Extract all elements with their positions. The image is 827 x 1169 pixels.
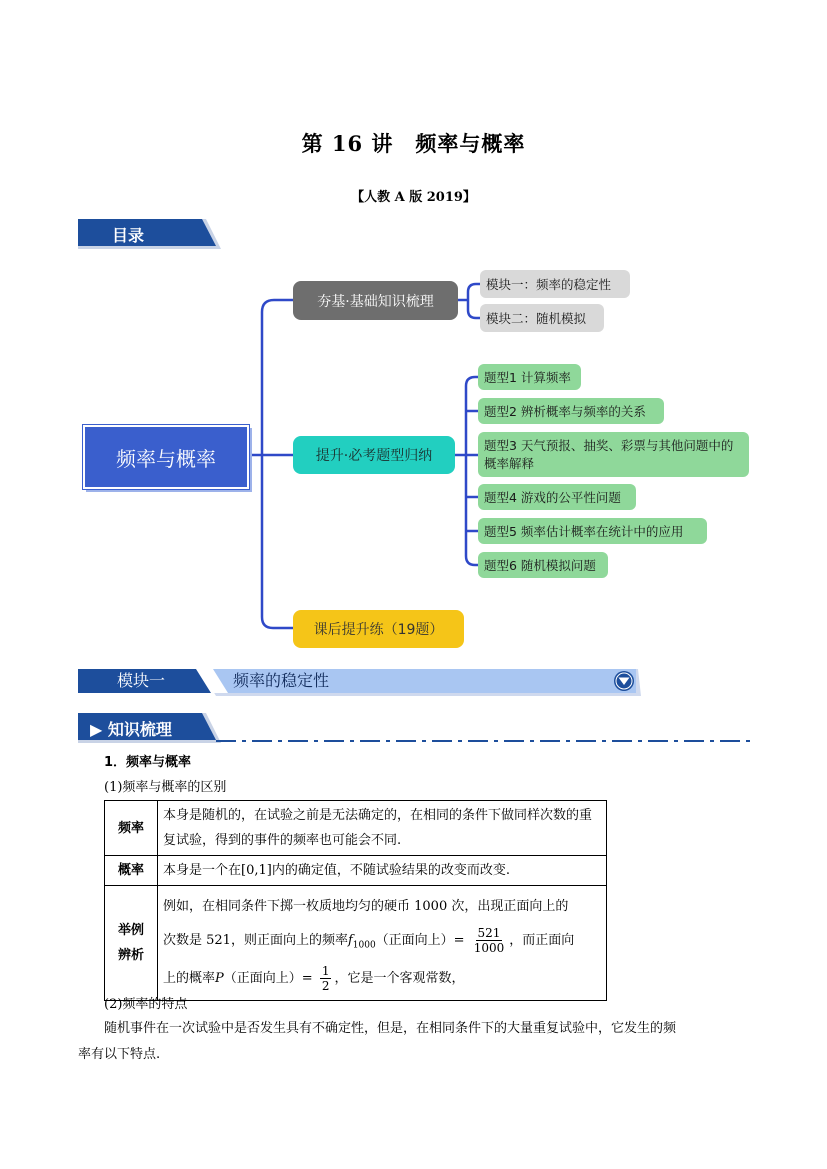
page-title: 第 16 讲 频率与概率 — [301, 131, 526, 156]
module-title: 频率的稳定性 — [233, 671, 330, 690]
row-head-example: 举例辨析 — [105, 886, 158, 1001]
leaf-type-2: 题型2 辨析概率与频率的关系 — [478, 398, 664, 424]
table-row — [105, 856, 607, 886]
row-text-probability: 本身是一个在[0,1]内的确定值，不随试验结果的改变而改变. — [158, 856, 607, 886]
paragraph-line-2: 率有以下特点. — [78, 1047, 161, 1062]
branch-practice: 课后提升练（19题） — [293, 610, 464, 648]
frequency-probability-table — [104, 800, 607, 1001]
paragraph-line-1: 随机事件在一次试验中是否发生具有不确定性，但是，在相同条件下的大量重复试验中，它发生的频 — [104, 1021, 677, 1036]
leaf-type-1: 题型1 计算频率 — [478, 364, 581, 390]
module-tag: 模块一 — [117, 671, 166, 690]
knowledge-header-bar — [78, 713, 750, 745]
row-head-frequency: 频率 — [105, 801, 158, 856]
leaf-type-4: 题型4 游戏的公平性问题 — [478, 484, 636, 510]
toc-label: 目录 — [112, 226, 145, 245]
subsection-2: (2)频率的特点 — [104, 997, 188, 1012]
branch-foundation: 夯基·基础知识梳理 — [293, 281, 458, 320]
branch-question-types: 提升·必考题型归纳 — [293, 436, 455, 474]
row-text-example: 例如，在相同条件下掷一枚质地均匀的硬币 1000 次，出现正面向上的 次数是 521，则正面向上的频率$f_{1000}$（正面向上）= $\frac{521}{1000}$ ，而正面向 上的概率P（正面向上）= $\frac{1}{2}$ ，它是一个客观常数， — [158, 886, 607, 1001]
subsection-1: (1)频率与概率的区别 — [104, 780, 227, 795]
leaf-module-1: 模块一：频率的稳定性 — [480, 270, 630, 298]
knowledge-header: ▶ 知识梳理 — [90, 720, 172, 739]
mindmap-root: 频率与概率 — [83, 425, 249, 489]
section-1-title: 1．频率与概率 — [104, 755, 192, 770]
fraction-521-1000: $\frac{521}{1000}$ — [473, 925, 505, 955]
table-row — [105, 801, 607, 856]
table-row — [105, 886, 607, 1001]
collapse-icon[interactable] — [613, 670, 635, 692]
leaf-type-6: 题型6 随机模拟问题 — [478, 552, 608, 578]
edition-label: 【人教 A 版 2019】 — [351, 190, 476, 205]
leaf-module-2: 模块二：随机模拟 — [480, 304, 604, 332]
row-head-probability: 概率 — [105, 856, 158, 886]
leaf-type-3: 题型3 天气预报、抽奖、彩票与其他问题中的概率解释 — [478, 432, 749, 477]
row-text-frequency: 本身是随机的，在试验之前是无法确定的，在相同的条件下做同样次数的重复试验，得到的事件的频率也可能会不同. — [158, 801, 607, 856]
fraction-1-2: $\frac{1}{2}$ — [321, 964, 330, 994]
leaf-type-5: 题型5 频率估计概率在统计中的应用 — [478, 518, 707, 544]
